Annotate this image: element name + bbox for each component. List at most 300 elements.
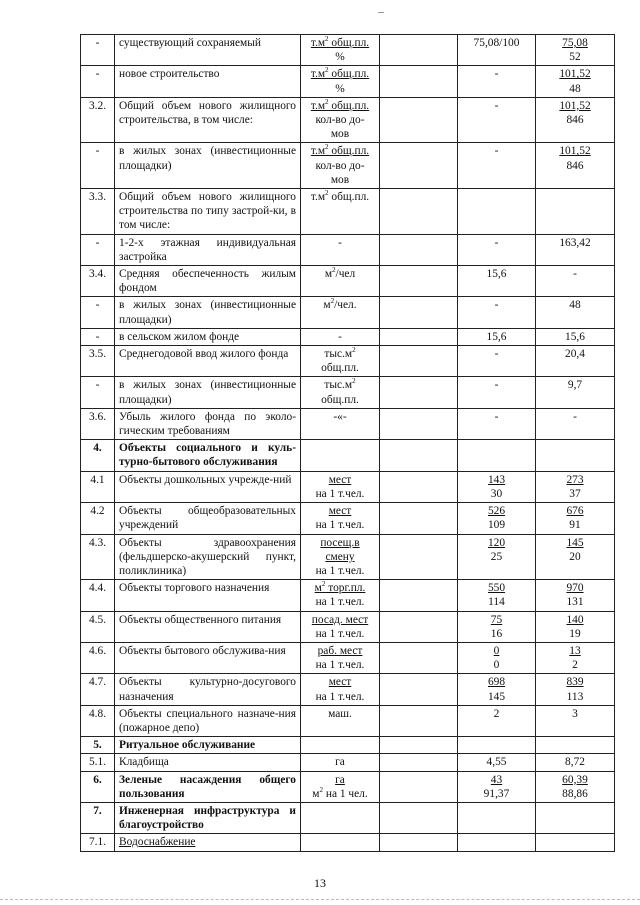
value-cell-v1 xyxy=(458,189,536,235)
indicator-name-text: Убыль жилого фонда по эколо-гическим требованиям xyxy=(119,410,296,438)
unit-line: мов xyxy=(330,128,350,141)
indicator-name-text: новое строительство xyxy=(119,68,220,81)
value-line: 101,52 xyxy=(559,145,591,158)
unit-line: на 1 т.чел. xyxy=(315,690,365,703)
table-row xyxy=(81,328,615,345)
row-number: 4.2 xyxy=(81,503,115,534)
table-row xyxy=(81,266,615,297)
value-cell-v1 xyxy=(458,297,536,328)
table-row xyxy=(81,674,615,705)
value-line: 163,42 xyxy=(559,236,591,249)
unit-line: маш. xyxy=(328,707,352,720)
indicator-name xyxy=(115,408,301,439)
unit-cell xyxy=(301,834,380,851)
row-number: 3.5. xyxy=(81,346,115,377)
row-number: 4. xyxy=(81,440,115,471)
unit-line: общ.пл. xyxy=(321,393,359,406)
unit-cell xyxy=(301,346,380,377)
value-cell-v2 xyxy=(536,35,615,66)
value-line: 143 xyxy=(487,473,506,486)
row-number: 3.3. xyxy=(81,189,115,235)
indicator-name-text: Объекты специального назначе-ния (пожарное депо) xyxy=(119,707,296,734)
unit-line: на 1 т.чел. xyxy=(315,627,365,640)
row-number: 4.5. xyxy=(81,611,115,642)
value-cell-v2 xyxy=(536,189,615,235)
value-line: 60,39 xyxy=(562,773,588,786)
row-number: 7. xyxy=(81,802,115,833)
value-line: 676 xyxy=(566,505,584,518)
value-line: 101,52 xyxy=(559,68,591,81)
table-row xyxy=(81,471,615,502)
unit-line: кол-во до- xyxy=(315,114,365,127)
empty-cell xyxy=(380,35,458,66)
empty-cell xyxy=(380,189,458,235)
value-line: 52 xyxy=(569,51,581,64)
empty-cell xyxy=(380,440,458,471)
empty-cell xyxy=(380,642,458,673)
indicator-name-text: в жилых зонах (инвестиционные площадки) xyxy=(119,145,296,172)
row-number: 3.2. xyxy=(81,97,115,143)
value-cell-v2 xyxy=(536,346,615,377)
unit-line: $м^2$ на 1 чел. xyxy=(312,785,368,800)
value-line: 145 xyxy=(566,536,584,549)
unit-cell xyxy=(301,611,380,642)
row-number: - xyxy=(81,297,115,328)
unit-line: на 1 т.чел. xyxy=(315,487,365,500)
unit-cell xyxy=(301,328,380,345)
value-cell-v2 xyxy=(536,377,615,408)
row-number: - xyxy=(81,35,115,66)
indicator-name xyxy=(115,754,301,771)
value-cell-v2 xyxy=(536,771,615,802)
indicator-name-text: существующий сохраняемый xyxy=(119,37,262,49)
empty-cell xyxy=(380,611,458,642)
row-number: 3.6. xyxy=(81,408,115,439)
table-row xyxy=(81,97,615,143)
value-cell-v2 xyxy=(536,234,615,265)
row-number: 6. xyxy=(81,771,115,802)
unit-cell xyxy=(301,440,380,471)
indicator-name-text: Инженерная инфраструктура и благоустройство xyxy=(119,804,296,832)
value-cell-v2 xyxy=(536,834,615,851)
empty-cell xyxy=(380,834,458,851)
indicator-name-text: 1-2-х этажная индивидуальная застройка xyxy=(119,236,296,263)
table-row xyxy=(81,737,615,754)
table-row xyxy=(81,440,615,471)
value-cell-v2 xyxy=(536,471,615,502)
table-row xyxy=(81,611,615,642)
indicator-name-text: Объекты культурно-досугового назначения xyxy=(119,676,296,703)
table-row xyxy=(81,377,615,408)
empty-cell xyxy=(380,66,458,97)
unit-line: га xyxy=(335,756,345,769)
unit-cell xyxy=(301,737,380,754)
value-cell-v1 xyxy=(458,377,536,408)
value-line: 550 xyxy=(487,582,506,595)
row-number: 5. xyxy=(81,737,115,754)
value-cell-v2 xyxy=(536,143,615,189)
value-line: 846 xyxy=(566,114,584,127)
unit-cell xyxy=(301,771,380,802)
value-cell-v1 xyxy=(458,234,536,265)
value-line: 109 xyxy=(487,519,506,532)
indicator-name xyxy=(115,834,301,851)
empty-cell xyxy=(380,297,458,328)
indicator-name xyxy=(115,534,301,580)
indicator-name xyxy=(115,143,301,189)
table-row xyxy=(81,35,615,66)
value-line: 15,6 xyxy=(565,330,585,343)
indicator-name-text: Объекты здравоохранения (фельдшерско-акушерский пункт, поликлиника) xyxy=(119,536,296,577)
unit-line: % xyxy=(335,51,345,64)
value-line: - xyxy=(494,68,499,81)
unit-line: $т.м^2$ общ.пл. xyxy=(310,189,370,204)
indicator-name-text: в жилых зонах (инвестиционные площадки) xyxy=(119,299,296,326)
indicator-name-text: Общий объем нового жилищного строительства по типу застрой-ки, в том числе: xyxy=(119,191,296,232)
value-cell-v2 xyxy=(536,611,615,642)
indicator-name xyxy=(115,66,301,97)
value-line: - xyxy=(494,236,499,249)
value-cell-v1 xyxy=(458,802,536,833)
indicator-name xyxy=(115,737,301,754)
empty-cell xyxy=(380,754,458,771)
value-line: - xyxy=(573,410,577,423)
value-line: 131 xyxy=(566,596,584,609)
unit-line: $т.м^2$ общ.пл. xyxy=(310,98,370,112)
unit-cell xyxy=(301,377,380,408)
value-line: 15,6 xyxy=(486,268,507,281)
value-line: 13 xyxy=(569,644,581,657)
unit-cell xyxy=(301,66,380,97)
unit-line: на 1 т.чел. xyxy=(315,519,365,532)
unit-cell xyxy=(301,674,380,705)
indicator-name-text: Водоснабжение xyxy=(119,836,196,849)
value-line: 15,6 xyxy=(486,330,507,343)
unit-line: $т.м^2$ общ.пл. xyxy=(310,66,370,81)
empty-cell xyxy=(380,377,458,408)
value-cell-v1 xyxy=(458,534,536,580)
value-cell-v1 xyxy=(458,97,536,143)
table-row xyxy=(81,802,615,833)
scan-mark xyxy=(378,12,384,13)
unit-cell xyxy=(301,408,380,439)
indicator-name xyxy=(115,234,301,265)
unit-line: $м^2$ торг.пл. xyxy=(314,580,366,595)
table-row xyxy=(81,297,615,328)
indicator-name-text: в жилых зонах (инвестиционные площадки) xyxy=(119,379,296,406)
value-line: 75 xyxy=(490,613,503,626)
table-row xyxy=(81,754,615,771)
value-cell-v2 xyxy=(536,674,615,705)
table-row xyxy=(81,642,615,673)
indicators-table xyxy=(80,34,615,852)
indicator-name xyxy=(115,503,301,534)
indicator-name-text: Объекты общеобразовательных учреждений xyxy=(119,505,296,532)
value-cell-v2 xyxy=(536,534,615,580)
indicator-name-text: Объекты социального и куль-турно-бытового обслуживания xyxy=(119,442,296,469)
value-cell-v1 xyxy=(458,642,536,673)
row-number: 4.4. xyxy=(81,580,115,611)
unit-line: на 1 т.чел. xyxy=(315,564,365,577)
empty-cell xyxy=(380,771,458,802)
value-cell-v1 xyxy=(458,834,536,851)
table-row xyxy=(81,66,615,97)
unit-line: общ.пл. xyxy=(321,362,359,375)
value-cell-v2 xyxy=(536,266,615,297)
empty-cell xyxy=(380,503,458,534)
unit-line: посещ.в xyxy=(320,536,360,549)
empty-cell xyxy=(380,328,458,345)
empty-cell xyxy=(380,802,458,833)
value-line: 4,55 xyxy=(486,756,507,769)
table-row xyxy=(81,189,615,235)
unit-line: - xyxy=(338,236,342,249)
row-number: - xyxy=(81,377,115,408)
value-line: 140 xyxy=(566,613,584,626)
value-line: 526 xyxy=(487,505,506,518)
indicator-name xyxy=(115,97,301,143)
row-number: 4.8. xyxy=(81,705,115,736)
unit-line: мест xyxy=(328,473,352,486)
value-line: 25 xyxy=(490,550,503,563)
value-cell-v1 xyxy=(458,471,536,502)
value-line: 43 xyxy=(490,773,503,786)
indicator-name xyxy=(115,802,301,833)
indicator-name-text: Объекты общественного питания xyxy=(119,613,282,626)
unit-cell xyxy=(301,35,380,66)
unit-line: -«- xyxy=(333,410,347,423)
table-row xyxy=(81,580,615,611)
unit-cell xyxy=(301,534,380,580)
empty-cell xyxy=(380,408,458,439)
unit-line: $т.м^2$ общ.пл. xyxy=(310,143,370,158)
unit-line: смену xyxy=(325,550,355,563)
value-cell-v1 xyxy=(458,771,536,802)
value-line: 273 xyxy=(566,473,584,486)
unit-line: кол-во до- xyxy=(315,159,365,172)
unit-line: % xyxy=(335,82,345,95)
value-cell-v1 xyxy=(458,328,536,345)
unit-line: мест xyxy=(328,505,352,518)
unit-cell xyxy=(301,97,380,143)
row-number: 4.7. xyxy=(81,674,115,705)
value-line: 101,52 xyxy=(559,99,591,112)
table-row xyxy=(81,705,615,736)
value-cell-v1 xyxy=(458,143,536,189)
empty-cell xyxy=(380,705,458,736)
unit-line: на 1 т.чел. xyxy=(315,659,365,672)
empty-cell xyxy=(380,143,458,189)
unit-line: $м^2$/чел. xyxy=(323,297,357,312)
value-cell-v2 xyxy=(536,705,615,736)
value-cell-v1 xyxy=(458,35,536,66)
row-number: - xyxy=(81,143,115,189)
value-line: 120 xyxy=(487,536,506,549)
value-cell-v2 xyxy=(536,580,615,611)
value-line: 114 xyxy=(488,596,505,609)
unit-line: га xyxy=(335,773,345,786)
indicator-name xyxy=(115,771,301,802)
indicator-name-text: Кладбища xyxy=(119,756,169,769)
table-row xyxy=(81,834,615,851)
row-number: - xyxy=(81,328,115,345)
value-line: 48 xyxy=(569,299,581,312)
value-line: - xyxy=(494,379,499,392)
value-cell-v1 xyxy=(458,266,536,297)
indicator-name-text: Объекты торгового назначения xyxy=(119,582,270,595)
indicator-name xyxy=(115,35,301,66)
value-cell-v2 xyxy=(536,737,615,754)
value-line: 91,37 xyxy=(483,787,510,800)
value-cell-v2 xyxy=(536,642,615,673)
empty-cell xyxy=(380,534,458,580)
value-line: 16 xyxy=(490,627,503,640)
value-line: 846 xyxy=(566,159,584,172)
value-line: 970 xyxy=(566,582,584,595)
value-line: 75,08/100 xyxy=(473,37,520,49)
row-number: 7.1. xyxy=(81,834,115,851)
unit-cell xyxy=(301,642,380,673)
value-line: 8,72 xyxy=(565,756,585,769)
unit-cell xyxy=(301,189,380,235)
row-number: 5.1. xyxy=(81,754,115,771)
value-cell-v2 xyxy=(536,503,615,534)
unit-line: мов xyxy=(330,173,350,186)
indicator-name-text: Средняя обеспеченность жилым фондом xyxy=(119,268,296,295)
indicator-name xyxy=(115,297,301,328)
value-cell-v2 xyxy=(536,297,615,328)
indicator-name xyxy=(115,266,301,297)
unit-line: мест xyxy=(328,676,352,689)
value-line: - xyxy=(494,348,499,361)
value-cell-v1 xyxy=(458,705,536,736)
value-line: - xyxy=(494,299,499,312)
unit-line: $тыс.м^2$ xyxy=(324,377,356,392)
value-line: 20 xyxy=(569,550,581,563)
indicator-name xyxy=(115,377,301,408)
unit-cell xyxy=(301,234,380,265)
value-line: 48 xyxy=(569,82,581,95)
value-line: - xyxy=(494,410,499,423)
value-cell-v1 xyxy=(458,754,536,771)
value-line: 2 xyxy=(493,707,500,720)
unit-cell xyxy=(301,503,380,534)
value-cell-v1 xyxy=(458,611,536,642)
empty-cell xyxy=(380,737,458,754)
row-number: 4.6. xyxy=(81,642,115,673)
unit-cell xyxy=(301,471,380,502)
empty-cell xyxy=(380,97,458,143)
value-cell-v1 xyxy=(458,674,536,705)
unit-cell xyxy=(301,802,380,833)
value-cell-v2 xyxy=(536,440,615,471)
unit-cell xyxy=(301,580,380,611)
indicator-name xyxy=(115,346,301,377)
indicator-name xyxy=(115,642,301,673)
value-line: 2 xyxy=(572,659,578,672)
value-cell-v2 xyxy=(536,66,615,97)
value-cell-v1 xyxy=(458,408,536,439)
value-line: 0 xyxy=(493,659,500,672)
row-number: 4.1 xyxy=(81,471,115,502)
indicator-name xyxy=(115,611,301,642)
value-cell-v1 xyxy=(458,580,536,611)
value-line: 698 xyxy=(487,676,506,689)
value-line: - xyxy=(494,145,499,158)
value-cell-v1 xyxy=(458,440,536,471)
value-cell-v1 xyxy=(458,737,536,754)
row-number: - xyxy=(81,234,115,265)
page-bottom-edge xyxy=(0,899,640,900)
value-line: - xyxy=(494,99,499,112)
value-cell-v2 xyxy=(536,802,615,833)
value-line: 3 xyxy=(572,707,578,720)
empty-cell xyxy=(380,346,458,377)
value-cell-v2 xyxy=(536,328,615,345)
value-line: 839 xyxy=(566,676,584,689)
row-number: 3.4. xyxy=(81,266,115,297)
row-number: 4.3. xyxy=(81,534,115,580)
row-number: - xyxy=(81,66,115,97)
unit-cell xyxy=(301,705,380,736)
unit-line: посад. мест xyxy=(311,613,369,626)
table-row xyxy=(81,234,615,265)
empty-cell xyxy=(380,674,458,705)
table-row xyxy=(81,534,615,580)
indicator-name xyxy=(115,580,301,611)
table-row xyxy=(81,771,615,802)
value-line: 30 xyxy=(490,487,503,500)
value-line: - xyxy=(573,268,577,281)
table-row xyxy=(81,503,615,534)
indicator-name-text: в сельском жилом фонде xyxy=(119,330,240,343)
unit-cell xyxy=(301,143,380,189)
value-line: 113 xyxy=(566,690,584,703)
indicator-name-text: Объекты бытового обслужива-ния xyxy=(119,644,286,657)
unit-line: на 1 т.чел. xyxy=(315,596,365,609)
table-row xyxy=(81,346,615,377)
unit-line: раб. мест xyxy=(317,644,363,657)
unit-line: $м^2$/чел xyxy=(324,266,356,281)
unit-cell xyxy=(301,266,380,297)
value-line: 145 xyxy=(487,690,506,703)
value-cell-v1 xyxy=(458,503,536,534)
value-cell-v1 xyxy=(458,346,536,377)
indicator-name xyxy=(115,674,301,705)
value-cell-v1 xyxy=(458,66,536,97)
unit-line: - xyxy=(338,330,342,343)
empty-cell xyxy=(380,234,458,265)
value-line: 37 xyxy=(569,487,581,500)
indicator-name xyxy=(115,440,301,471)
indicator-name xyxy=(115,705,301,736)
value-line: 20,4 xyxy=(565,348,585,361)
indicator-name xyxy=(115,189,301,235)
value-cell-v2 xyxy=(536,754,615,771)
indicator-name-text: Объекты дошкольных учрежде-ний xyxy=(119,473,292,486)
indicator-name-text: Среднегодовой ввод жилого фонда xyxy=(119,348,289,361)
value-line: 88,86 xyxy=(562,787,588,800)
value-line: 9,7 xyxy=(567,379,583,392)
value-line: 75,08 xyxy=(562,37,588,49)
indicator-name-text: Общий объем нового жилищного строительства, в том числе: xyxy=(119,99,296,127)
value-line: 0 xyxy=(493,644,500,657)
unit-line: $тыс.м^2$ xyxy=(324,346,356,361)
table-row xyxy=(81,408,615,439)
table-row xyxy=(81,143,615,189)
value-line: 19 xyxy=(569,627,581,640)
empty-cell xyxy=(380,266,458,297)
